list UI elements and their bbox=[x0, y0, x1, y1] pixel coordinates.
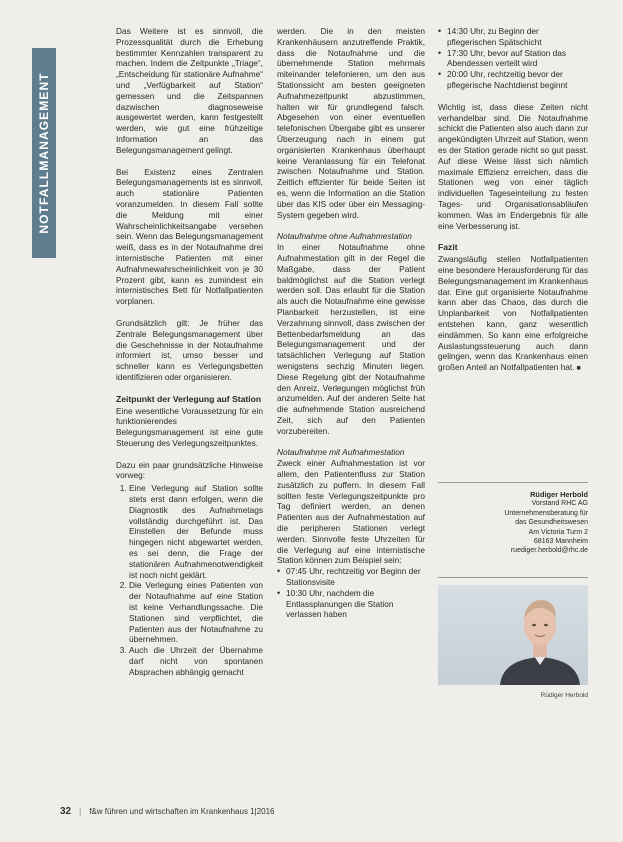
paragraph: Zwangsläufig stellen Notfallpatienten eine besondere Herausforderung für das Belegungsmanagement im Krankenhaus dar. Eine gut organisierte Notaufnahme kann aber das Chaos, das durch die Unplanbarkeit von Notfallpatienten entstehen kann, ganz wesentlich eindämmen. So kann eine erfolgreiche Auslastungssteuerung auch dann gelingen, wenn das Krankenhaus einen großen Anteil an Notfallpatienten hat. ■ bbox=[438, 254, 588, 375]
list-item: • 10:30 Uhr, nachdem die Entlassplanungen die Station verlassen haben bbox=[277, 588, 425, 620]
footer-separator: | bbox=[79, 807, 82, 816]
article-column-1 bbox=[116, 26, 263, 678]
divider bbox=[438, 482, 588, 483]
list-item: 3. Auch die Uhrzeit der Übernahme darf nicht von spontanen Absprachen abhängig gemacht bbox=[129, 645, 263, 677]
paragraph: In einer Notaufnahme ohne Aufnahmestation gilt in der Regel die Maßgabe, dass der Patient baldmöglichst auf die Station verlegt werden soll. Das erlaubt für die Station als auch die Notaufnahme eine gewisse Planbarkeit herzustellen, ist eine Verzahnung sinnvoll, dass zwischen der Bettenbedarfsmeldung an das Belegungsmanagement und der tatsächlichen Verlegung auf Station wenigstens sechzig Minuten liegen. Diese Regelung gibt der Notaufnahme den Anreiz, Verlegungen möglichst früh anzumelden. Auf der anderen Seite hat die aufnehmende Station ausreichend Zeit, sich auf den Patienten vorzubereiten. bbox=[277, 242, 425, 436]
paragraph: Dazu ein paar grundsätzliche Hinweise vorweg: bbox=[116, 459, 263, 481]
bullet-list bbox=[277, 566, 425, 620]
article-column-3 bbox=[438, 26, 588, 386]
author-company-2: das Gesundheitswesen bbox=[515, 519, 588, 527]
section-label: NOTFALLMANAGEMENT bbox=[37, 72, 51, 234]
author-street: Am Victoria Turm 2 bbox=[528, 528, 588, 536]
paragraph: werden. Die in den meisten Krankenhäusern anzutreffende Praktik, dass die Notaufnahme und die übernehmende Station mehrmals miteinander telefonieren, um den aus Stationssicht am besten geeigneten Aufnahmezeitpunkt abzustimmen, halten wir für grundlegend falsch. Abgesehen von einer eventuellen telefonischen Übergabe gibt es unserer Überzeugung nach in einem gut organisierten Krankenhaus überhaupt keine Veranlassung für ein Telefonat zwischen Notaufnahme und Station. Zeitlich effizienter für beide Seiten ist es, wenn die Information an die Station über das KIS oder über ein Messaging-System gegeben wird. bbox=[277, 26, 425, 220]
paragraph: Eine wesentliche Voraussetzung für ein funktionierendes Belegungsmanagement ist eine gute Steuerung des Verlegungszeitpunktes. bbox=[116, 405, 263, 448]
author-name: Rüdiger Herbold bbox=[530, 490, 588, 499]
author-photo bbox=[438, 585, 588, 685]
numbered-list bbox=[116, 483, 263, 677]
subheading: Notaufnahme mit Aufnahmestation bbox=[277, 447, 405, 458]
journal-title: f&w führen und wirtschaften im Krankenhaus 1|2016 bbox=[89, 807, 275, 816]
section-tab bbox=[32, 48, 56, 258]
subheading-fazit: Fazit bbox=[438, 242, 458, 253]
list-item: • 20:00 Uhr, rechtzeitig bevor der pflegerische Nachtdienst beginnt bbox=[438, 69, 588, 91]
paragraph: Zweck einer Aufnahmestation ist vor allem, den Patientenfluss zur Station zusätzlich zu puffern. In diesem Fall sollten feste Verlegungszeitpunkte pro Tag definiert werden, an denen Patienten aus der Aufnahmestation auf die peripheren Stationen verlegt werden. Sinnvolle feste Uhrzeiten für die Verlegung auf eine internistische Station können zum Beispiel sein: bbox=[277, 458, 425, 566]
author-company: Unternehmensberatung für bbox=[504, 509, 588, 517]
paragraph: Das Weitere ist es sinnvoll, die Prozessqualität durch die Erhebung bestimmter Kennzahlen transparent zu machen. Indem die Zeitpunkte „Triage“, „Entscheidung für stationäre Aufnahme“ und „Verfügbarkeit auf Station“ gemessen und die Zeitspannen dazwischen diagnoseweise ausgewertet werden, kann festgestellt werden, wie gut eine frühzeitige Information an das Belegungsmanagement gelingt. bbox=[116, 26, 263, 155]
page-number: 32 bbox=[60, 806, 72, 817]
author-role: Vorstand RHC AG bbox=[531, 500, 588, 508]
author-box bbox=[438, 490, 588, 556]
subheading: Zeitpunkt der Verlegung auf Station bbox=[116, 393, 262, 404]
photo-caption: Rüdiger Herbold bbox=[540, 692, 588, 699]
list-item: • 14:30 Uhr, zu Beginn der pflegerischen Spätschicht bbox=[438, 26, 588, 48]
portrait-image bbox=[438, 585, 588, 685]
list-item: • 07:45 Uhr, rechtzeitig vor Beginn der Stationsvisite bbox=[277, 566, 425, 588]
paragraph: Bei Existenz eines Zentralen Belegungsmanagements ist es sinnvoll, auch stationäre Patienten voranzumelden. In diesem Fall sollte die Meldung mit einer Wahrscheinlichkeitsangabe versehen sein. Wenn das Belegungsmanagement weiß, dass es in der Notaufnahme drei internistische Patienten mit einer Aufnahmewahrscheinlichkeit von je 30 Prozent gibt, kann es zumindest ein internistisches Bett für Notfallpatienten vorplanen. bbox=[116, 166, 263, 307]
divider bbox=[438, 577, 588, 578]
subheading: Notaufnahme ohne Aufnahmestation bbox=[277, 231, 412, 242]
list-item: • 17:30 Uhr, bevor auf Station das Abendessen verteilt wird bbox=[438, 48, 588, 70]
paragraph: Grundsätzlich gilt: Je früher das Zentrale Belegungsmanagement über die Geschehnisse in der Notaufnahme informiert ist, umso besser und schneller kann es Verlegungsbetten identifizieren oder organisieren. bbox=[116, 317, 263, 382]
bullet-list bbox=[438, 26, 588, 91]
author-email[interactable]: ruediger.herbold@rhc.de bbox=[510, 547, 588, 555]
list-item: 1. Eine Verlegung auf Station sollte stets erst dann erfolgen, wenn die Diagnostik des Aufnahmetags vollständig durchgeführt ist. Das Einstellen der Befunde muss hingegen nicht abgewartet werden, es sei denn, die Frage der stationären Aufnahmenotwendigkeit ist noch nicht geklärt. bbox=[129, 483, 263, 580]
article-column-2 bbox=[277, 26, 425, 631]
paragraph: Wichtig ist, dass diese Zeiten nicht verhandelbar sind. Die Notaufnahme schickt die Patienten also auch dann zur angekündigten Uhrzeit auf Station, wenn es der Station gerade nicht so gut passt. Auf diese Weise lässt sich nämlich maximale Effizienz erreichen, dass die Stationen weg von einer täglich individuellen Tageseinteilung zu festen Tages- und Organisationsabläufen kommen. Was im Endergebnis für alle eine Verbesserung ist. bbox=[438, 101, 588, 231]
list-item: 2. Die Verlegung eines Patienten von der Notaufnahme auf eine Station ist keine Verhandlungssache. Die Stationen sind verpflichtet, die Patienten aus der Notaufnahme zu übernehmen. bbox=[129, 580, 263, 645]
author-city: 68163 Mannheim bbox=[533, 538, 588, 546]
page-footer bbox=[60, 806, 600, 817]
